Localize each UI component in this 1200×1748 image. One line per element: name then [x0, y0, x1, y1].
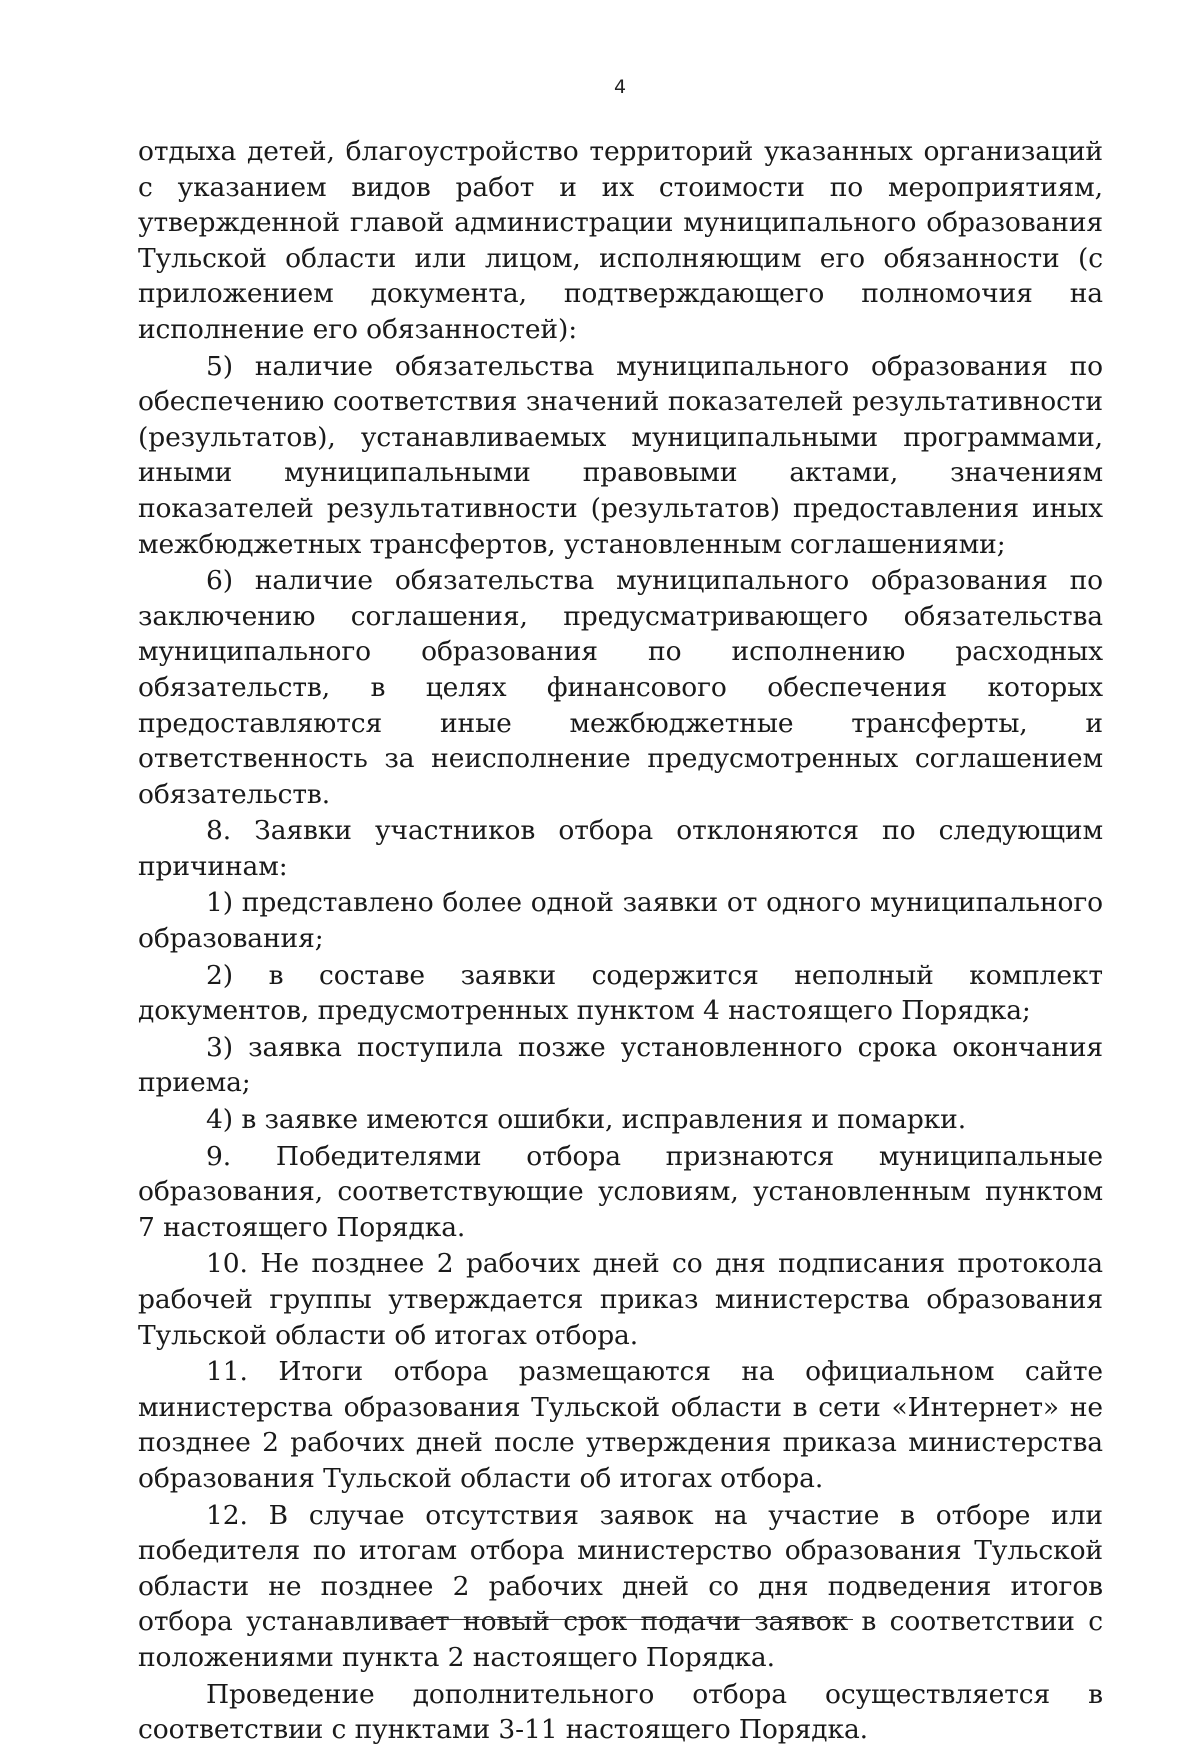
paragraph-item-5: 5) наличие обязательства муниципального образования по обеспечению соответствия значений показателей результативности (результатов), устанавливаемых муниципальными программами, иными муниципальными правовыми актами, значениям показателей результативности (результатов) предоставления иных межбюджетных трансфертов, установленным соглашениями;	[138, 350, 1103, 560]
paragraph-clause-8-item-4: 4) в заявке имеются ошибки, исправления и помарки.	[206, 1104, 967, 1136]
paragraph-continuation: отдыха детей, благоустройство территорий указанных организаций с указанием видов работ и их стоимости по мероприятиям, утвержденной главой администрации муниципального образования Тульской области или лицом, исполняющим его обязанности (с приложением документа, подтверждающего полномочия на исполнение его обязанностей):	[138, 136, 1103, 345]
page-number: 4	[613, 76, 627, 98]
document-body	[138, 134, 1103, 1748]
paragraph-clause-9: 9. Победителями отбора признаются муниципальные образования, соответствующие условиям, установленным пунктом 7 настоящего Порядка.	[138, 1140, 1103, 1243]
paragraph-clause-8-item-3: 3) заявка поступила позже установленного срока окончания приема;	[138, 1031, 1103, 1099]
paragraph-clause-12: 12. В случае отсутствия заявок на участие в отборе или победителя по итогам отбора министерство образования Тульской области не позднее 2 рабочих дней со дня подведения итогов отбора устанавливает новый срок подачи заявок в соответствии с положениями пункта 2 настоящего Порядка.	[138, 1499, 1103, 1673]
paragraph-additional-selection: Проведение дополнительного отбора осуществляется в соответствии с пунктами 3-11 настоящего Порядка.	[138, 1678, 1103, 1746]
paragraph-clause-8-item-2: 2) в составе заявки содержится неполный комплект документов, предусмотренных пунктом 4 настоящего Порядка;	[138, 959, 1103, 1027]
end-of-document-rule	[390, 1619, 853, 1620]
paragraph-clause-8-item-1: 1) представлено более одной заявки от одного муниципального образования;	[138, 887, 1103, 955]
paragraph-item-6: 6) наличие обязательства муниципального образования по заключению соглашения, предусматривающего обязательства муниципального образования по исполнению расходных обязательств, в целях финансового обеспечения которых предоставляются иные межбюджетные трансферты, и ответственность за неисполнение предусмотренных соглашением обязательств.	[138, 565, 1103, 810]
paragraph-clause-8: 8. Заявки участников отбора отклоняются по следующим причинам:	[138, 815, 1103, 882]
paragraph-clause-11: 11. Итоги отбора размещаются на официальном сайте министерства образования Тульской области в сети «Интернет» не позднее 2 рабочих дней после утверждения приказа министерства образования Тульской области об итогах отбора.	[138, 1356, 1103, 1494]
paragraph-clause-10: 10. Не позднее 2 рабочих дней со дня подписания протокола рабочей группы утверждается приказ министерства образования Тульской области об итогах отбора.	[138, 1248, 1103, 1351]
